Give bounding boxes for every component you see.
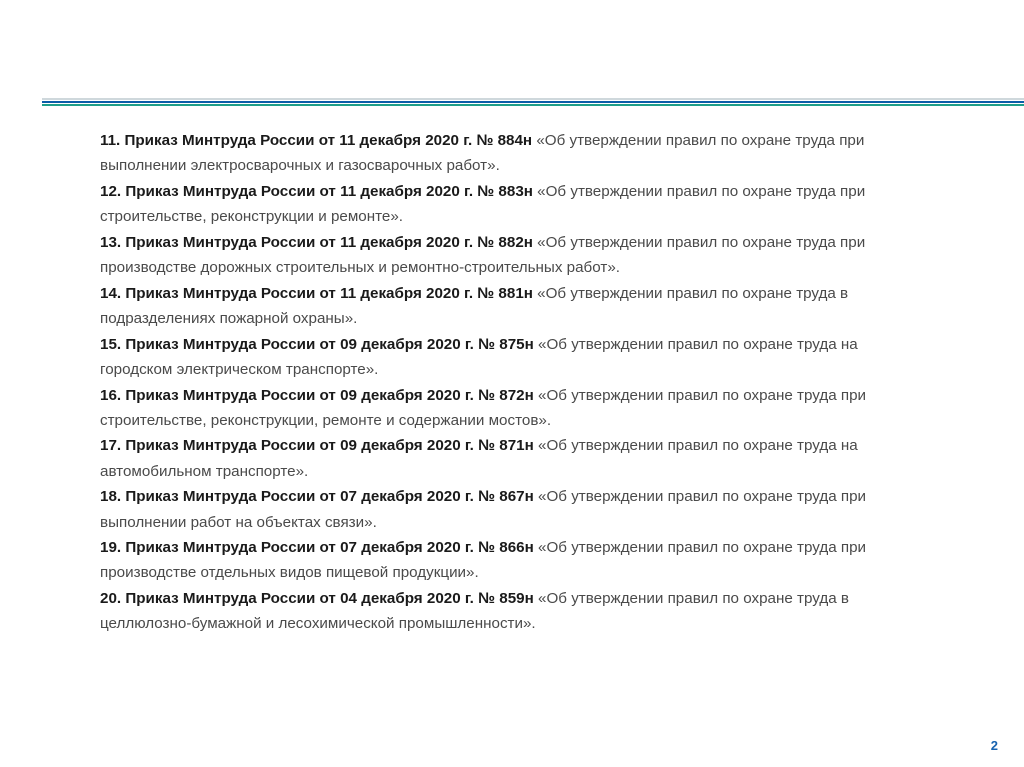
list-item-description: «Об утверждении правил по охране труда на городском электрическом транспорте». bbox=[100, 335, 858, 378]
list-item-title: 19. Приказ Минтруда России от 07 декабря 2020 г. № 866н bbox=[100, 539, 534, 557]
list-item bbox=[100, 535, 910, 585]
list-item-title: 15. Приказ Минтруда России от 09 декабря 2020 г. № 875н bbox=[100, 335, 534, 353]
list-item-description: «Об утверждении правил по охране труда в целлюлозно-бумажной и лесохимической промышленности». bbox=[100, 590, 849, 633]
page-number: 2 bbox=[990, 738, 998, 753]
teal-rule-line bbox=[42, 104, 1024, 106]
list-item bbox=[100, 332, 910, 382]
list-item-description: «Об утверждении правил по охране труда на автомобильном транспорте». bbox=[100, 437, 858, 480]
list-item-description: «Об утверждении правил по охране труда при строительстве, реконструкции и ремонте». bbox=[100, 182, 866, 226]
list-item bbox=[100, 383, 910, 433]
list-item bbox=[100, 230, 910, 280]
list-item-title: 17. Приказ Минтруда России от 09 декабря 2020 г. № 871н bbox=[100, 437, 534, 455]
list-item bbox=[100, 281, 910, 331]
list-item-description: «Об утверждении правил по охране труда при строительстве, реконструкции, ремонте и содержании мостов». bbox=[100, 386, 867, 429]
decorative-rule-band bbox=[42, 98, 1024, 108]
list-item bbox=[100, 484, 910, 534]
list-item-description: «Об утверждении правил по охране труда в подразделениях пожарной охраны». bbox=[100, 284, 849, 327]
list-item-description: «Об утверждении правил по охране труда при производстве отдельных видов пищевой продукции». bbox=[100, 539, 867, 582]
list-item bbox=[100, 179, 910, 229]
list-item-description: «Об утверждении правил по охране труда при выполнении работ на объектах связи». bbox=[100, 488, 867, 531]
list-item-title: 13. Приказ Минтруда России от 11 декабря 2020 г. № 882н bbox=[100, 233, 533, 251]
list-item-description: «Об утверждении правил по охране труда при выполнении электросварочных и газосварочных работ». bbox=[100, 132, 865, 175]
list-item-title: 20. Приказ Минтруда России от 04 декабря 2020 г. № 859н bbox=[100, 590, 534, 608]
list-item-title: 14. Приказ Минтруда России от 11 декабря 2020 г. № 881н bbox=[100, 284, 533, 302]
list-item bbox=[100, 128, 910, 178]
list-item bbox=[100, 433, 910, 483]
list-item-title: 18. Приказ Минтруда России от 07 декабря 2020 г. № 867н bbox=[100, 488, 534, 506]
list-item-title: 11. Приказ Минтруда России от 11 декабря 2020 г. № 884н bbox=[100, 132, 533, 149]
grey-rule-line bbox=[42, 98, 1024, 100]
regulation-list bbox=[100, 128, 910, 637]
list-item-title: 12. Приказ Минтруда России от 11 декабря 2020 г. № 883н bbox=[100, 182, 533, 200]
blue-rule-line bbox=[42, 101, 1024, 103]
list-item bbox=[100, 586, 910, 636]
list-item-description: «Об утверждении правил по охране труда при производстве дорожных строительных и ремонтно-строительных работ». bbox=[100, 233, 866, 277]
list-item-title: 16. Приказ Минтруда России от 09 декабря 2020 г. № 872н bbox=[100, 386, 534, 404]
